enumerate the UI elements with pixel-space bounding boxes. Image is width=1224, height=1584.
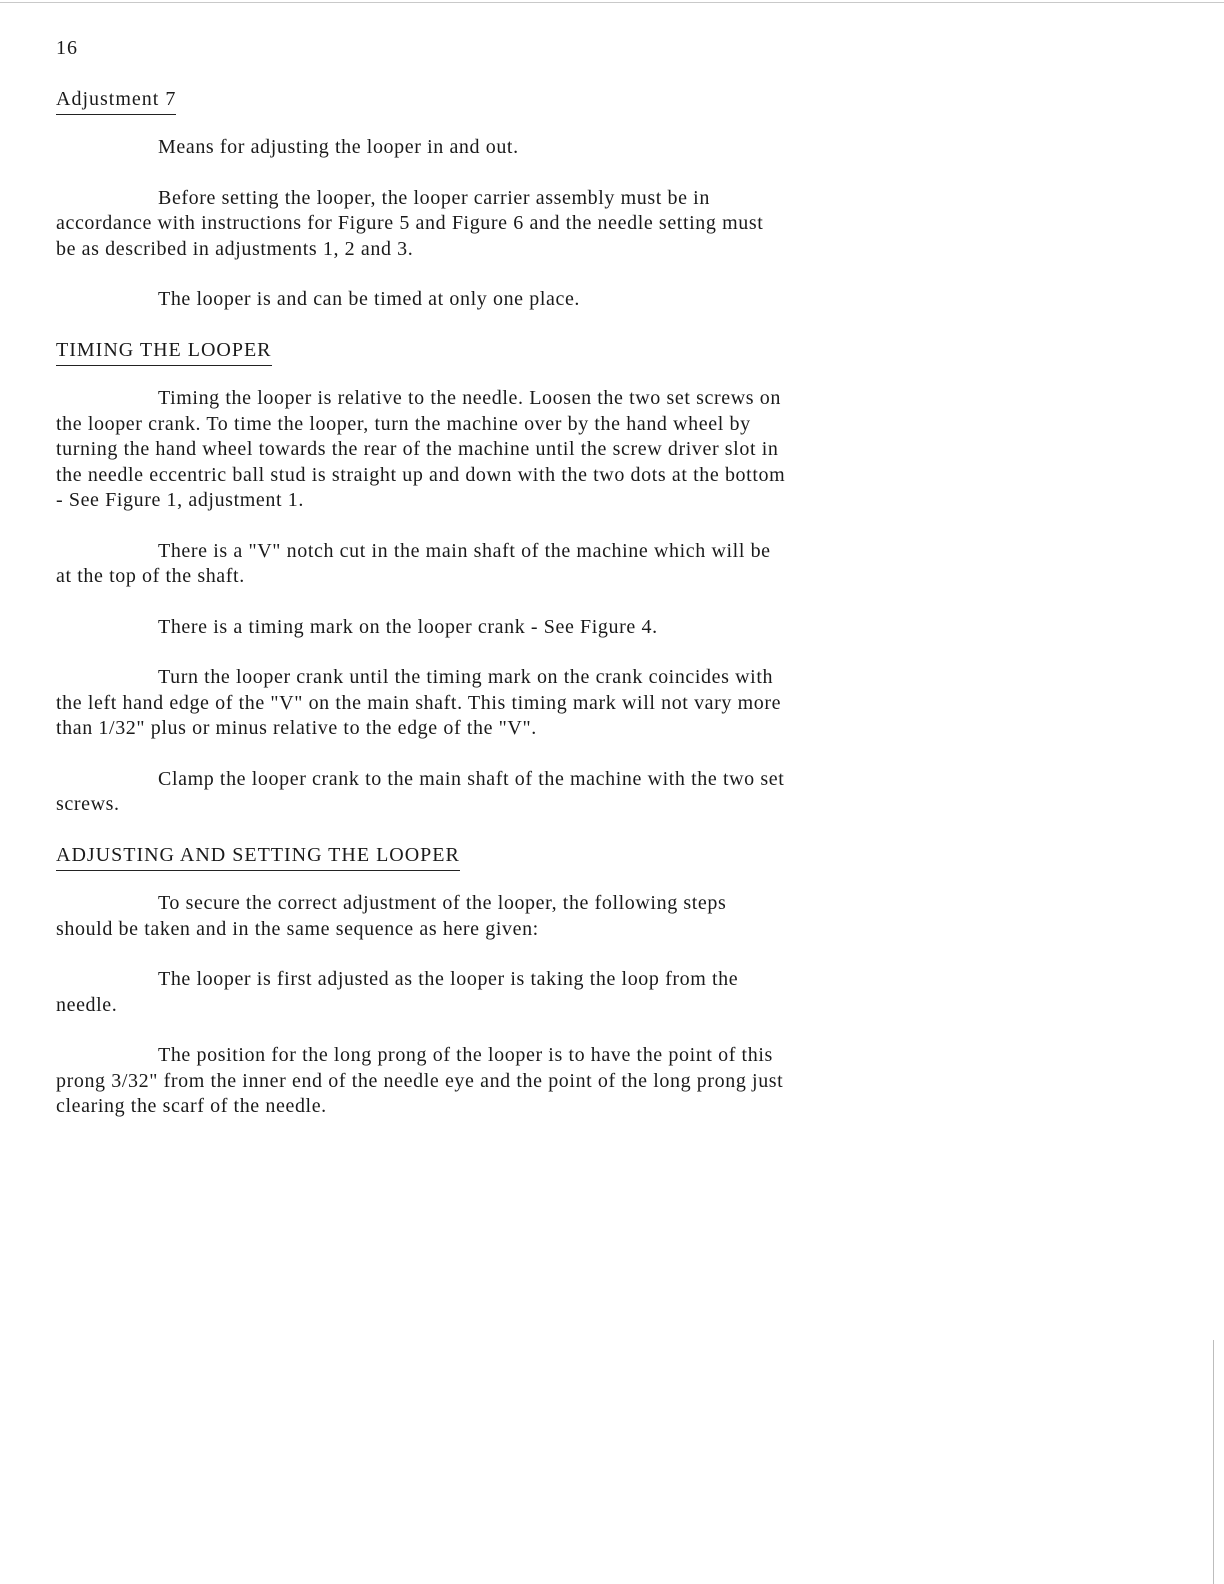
paragraph: The looper is first adjusted as the looper is taking the loop from the needle. — [56, 968, 739, 1016]
paragraph: Means for adjusting the looper in and out. — [158, 136, 519, 158]
page-number: 16 — [56, 37, 78, 59]
paragraph: There is a "V" notch cut in the main shaft of the machine which will be at the top of the shaft. — [56, 539, 771, 587]
section-heading-adjusting: ADJUSTING AND SETTING THE LOOPER — [56, 843, 460, 872]
timing-section — [56, 338, 786, 818]
paragraph: Before setting the looper, the looper carrier assembly must be in accordance with instructions for Figure 5 and Figure 6 and the needle setting must be as described in adjustments 1, 2 and 3. — [56, 186, 764, 260]
paragraph: The looper is and can be timed at only one place. — [158, 288, 581, 310]
paragraph: Clamp the looper crank to the main shaft of the machine with the two set screws. — [56, 767, 785, 815]
adjusting-section — [56, 843, 786, 1120]
adjustment-heading-wrap — [56, 87, 786, 136]
document-page — [56, 36, 786, 1145]
intro-section — [56, 135, 786, 313]
top-edge-line — [0, 2, 1224, 3]
paragraph: Timing the looper is relative to the needle. Loosen the two set screws on the looper crank. To time the looper, turn the machine over by the hand wheel by turning the hand wheel towards the rear of the machine until the screw driver slot in the needle eccentric ball stud is straight up and down with the two dots at the bottom - See Figure 1, adjustment 1. — [56, 387, 786, 511]
paragraph: To secure the correct adjustment of the looper, the following steps should be taken and in the same sequence as here given: — [56, 892, 727, 940]
paragraph: Turn the looper crank until the timing mark on the crank coincides with the left hand edge of the "V" on the main shaft. This timing mark will not vary more than 1/32" plus or minus relative to the edge of the "V". — [56, 666, 782, 739]
paragraph: The position for the long prong of the looper is to have the point of this prong 3/32" from the inner end of the needle eye and the point of the long prong just clearing the scarf of the needle. — [56, 1044, 784, 1117]
adjustment-heading: Adjustment 7 — [56, 87, 176, 116]
section-heading-timing: TIMING THE LOOPER — [56, 338, 272, 367]
paragraph: There is a timing mark on the looper crank - See Figure 4. — [158, 615, 658, 638]
right-edge-line — [1213, 1340, 1214, 1584]
